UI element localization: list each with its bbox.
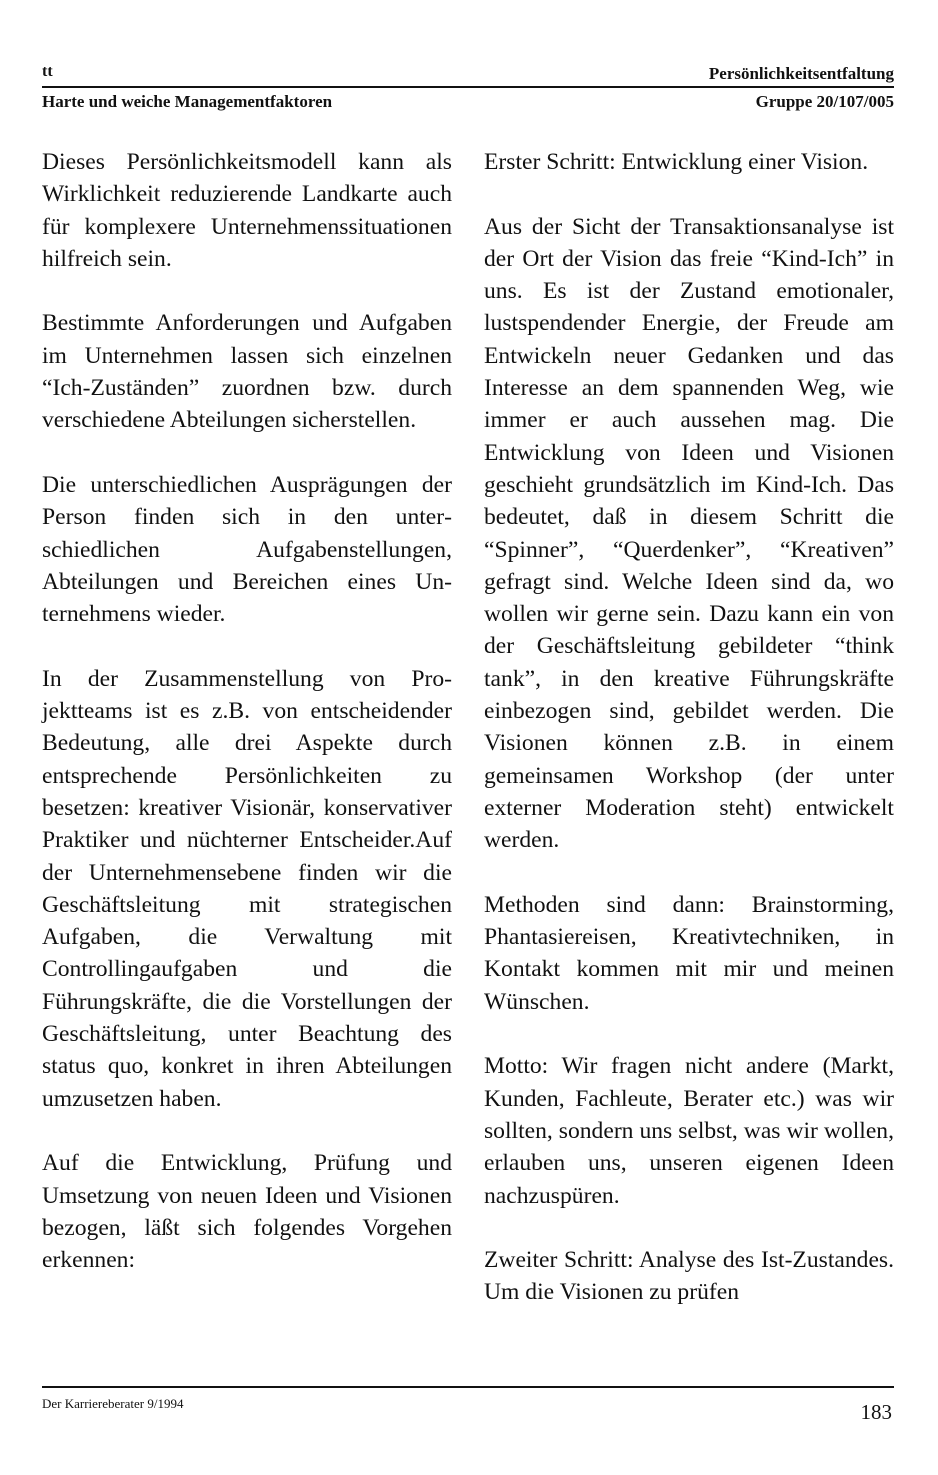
paragraph: Die unterschiedlichen Ausprägungen der Person finden sich in den unterschiedlichen Aufgabenstellungen, Abteilungen und Bereichen eines Unternehmens wieder. — [42, 471, 452, 628]
footer-rule — [42, 1386, 894, 1388]
footer-journal: Der Karriereberater 9/1994 — [42, 1396, 184, 1411]
header-section: Persönlichkeitsentfaltung — [708, 64, 894, 83]
paragraph: Aus der Sicht der Transaktionsanalyse ist der Ort der Vision das freie “Kind-Ich” in uns. Es ist der Zustand emotionaler, lustspendender Energie, der Freude am Entwickeln neuer Gedanken und das Interesse an dem spannenden Weg, wie immer er auch aussehen mag. Die Entwicklung von Ideen und Visionen geschieht grundsätzlich im Kind-Ich. Das bedeutet, daß in diesem Schritt die “Spinner”, “Querdenker”, “Kreativen” gefragt sind. Welche Ideen sind da, wo wollen wir gerne sein. Dazu kann ein von der Geschäftsleitung gebildeter “think tank”, in den kreative Führungskräfte einbezogen sind, gebildet werden. Die Visionen können z.B. in einem gemeinsamen Workshop (der unter externer Moderation steht) entwickelt werden. — [484, 213, 894, 854]
page-number: 183 — [860, 1400, 892, 1424]
paragraph: Zweiter Schritt: Analyse des Ist-Zustandes. Um die Visionen zu prüfen — [484, 1247, 894, 1306]
header-group: Gruppe 20/107/005 — [755, 92, 894, 111]
paragraph: Erster Schritt: Entwicklung einer Vision. — [484, 149, 869, 175]
header-mark: tt — [42, 63, 53, 80]
paragraph: Motto: Wir fragen nicht andere (Markt, Kunden, Fachleute, Berater etc.) was wir sollten, sondern uns selbst, was wir wollen, erlauben uns, unseren eigenen Ideen nachzuspüren. — [484, 1053, 894, 1209]
right-column — [484, 146, 894, 1341]
paragraph: In der Zusammenstellung von Projektteams ist es z.B. von entscheidender Bedeutung, alle drei Aspekte durch entsprechende Persönlichkeiten zu besetzen: kreativer Visionär, konservativer Praktiker und nüchterner Entscheider.Auf der Unternehmensebene finden wir die Geschäftsleitung mit strategischen Aufgaben, die Verwaltung mit Controllingaufgaben und die Führungskräfte, die die Vorstellungen der Geschäftsleitung, unter Beachtung des status quo, konkret in ihren Abteilungen umzusetzen haben. — [42, 665, 452, 1112]
paragraph: Dieses Persönlichkeitsmodell kann als Wirklichkeit reduzierende Landkarte auch für komplexere Unternehmenssituationen hilfreich sein. — [42, 149, 452, 272]
left-column — [42, 146, 452, 1309]
paragraph: Bestimmte Anforderungen und Aufgaben im Unternehmen lassen sich einzelnen “Ich-Zuständen” zuordnen bzw. durch verschiedene Abteilungen sicherstellen. — [42, 310, 452, 434]
header-rule — [42, 86, 894, 88]
paragraph: Methoden sind dann: Brainstorming, Phantasiereisen, Kreativtechniken, in Kontakt kommen mit mir und meinen Wünschen. — [484, 891, 894, 1015]
paragraph: Auf die Entwicklung, Prüfung und Umsetzung von neuen Ideen und Visionen bezogen, läßt sich folgendes Vorgehen erkennen: — [42, 1150, 452, 1274]
header-title: Harte und weiche Managementfaktoren — [42, 92, 333, 111]
